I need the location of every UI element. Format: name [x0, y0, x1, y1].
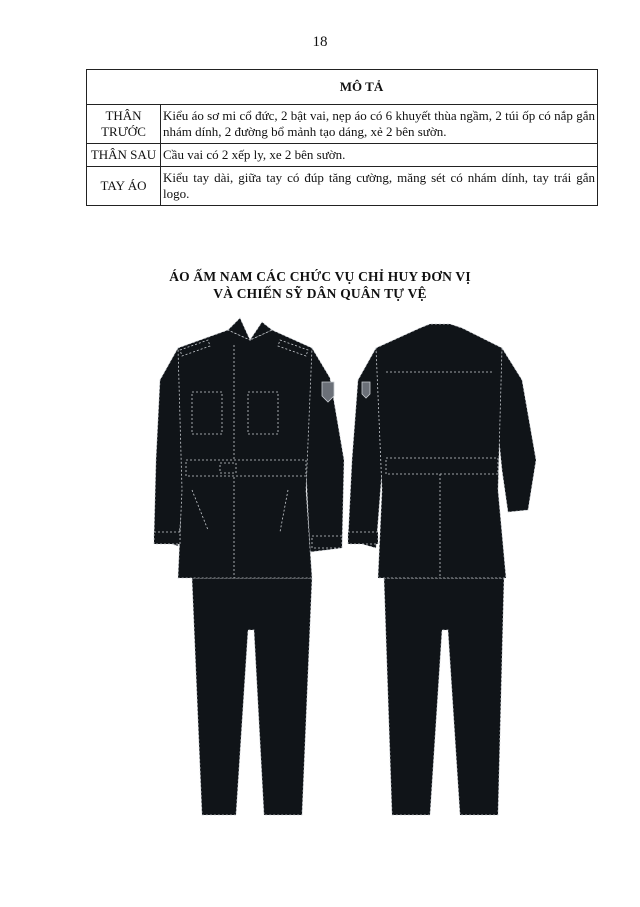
row-text-back: Cầu vai có 2 xếp ly, xe 2 bên sườn. — [161, 144, 598, 167]
row-label-back: THÂN SAU — [87, 144, 161, 167]
front-right-pocket — [248, 392, 278, 434]
uniform-back-view — [348, 324, 536, 815]
front-belt — [186, 460, 306, 476]
row-text-front: Kiểu áo sơ mi cổ đức, 2 bật vai, nẹp áo có 6 khuyết thùa ngầm, 2 túi ốp có nắp gắn nhám dính, 2 đường bổ mảnh tạo dáng, xẻ 2 bên sườn. — [161, 105, 598, 144]
front-jacket-body — [178, 330, 312, 578]
back-right-sleeve — [496, 348, 536, 512]
table-row — [87, 167, 598, 206]
figure-caption — [0, 268, 640, 302]
uniform-illustration — [130, 300, 560, 840]
back-jacket-body — [376, 324, 506, 578]
row-label-front: THÂN TRƯỚC — [87, 105, 161, 144]
back-belt — [386, 458, 498, 474]
row-label-sleeve: TAY ÁO — [87, 167, 161, 206]
caption-line-1: ÁO ẤM NAM CÁC CHỨC VỤ CHỈ HUY ĐƠN VỊ — [169, 269, 471, 284]
table-header-row — [87, 70, 598, 105]
table-row — [87, 105, 598, 144]
caption-line-2: VÀ CHIẾN SỸ DÂN QUÂN TỰ VỆ — [213, 286, 427, 301]
row-text-sleeve: Kiểu tay dài, giữa tay có đúp tăng cường, măng sét có nhám dính, tay trái gắn logo. — [161, 167, 598, 206]
table-header: MÔ TẢ — [87, 70, 598, 105]
page-number: 18 — [312, 34, 328, 50]
table-row — [87, 144, 598, 167]
back-trousers — [384, 578, 504, 815]
uniform-front-view — [154, 318, 344, 815]
front-trousers — [192, 578, 312, 815]
description-table — [86, 69, 598, 206]
front-left-pocket — [192, 392, 222, 434]
